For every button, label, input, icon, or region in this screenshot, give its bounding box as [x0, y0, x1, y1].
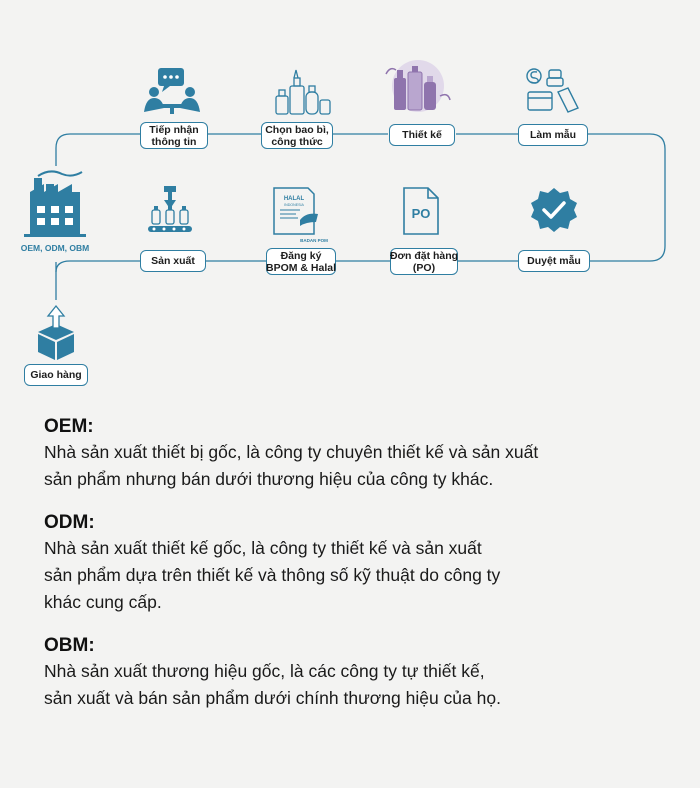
- halal-certificate-icon: [274, 188, 328, 243]
- bottles-outline-icon: [276, 70, 330, 114]
- step-tiep-nhan-thong-tin: [140, 122, 208, 149]
- definition-obm-body: [44, 658, 664, 712]
- badan-pom-text: BADAN POM: [300, 238, 328, 243]
- step-don-dat-hang-line1: Đơn đặt hàng: [389, 249, 459, 262]
- definition-odm-body: [44, 535, 664, 616]
- connector-left-top: [56, 134, 140, 166]
- step-giao-hang-label: Giao hàng: [30, 369, 82, 381]
- factory-label: OEM, ODM, OBM: [20, 243, 90, 253]
- po-icon-text: PO: [411, 206, 431, 221]
- step-duyet-mau-label: Duyệt mẫu: [527, 255, 581, 267]
- step-don-dat-hang: [390, 248, 458, 275]
- step-san-xuat: [140, 250, 206, 272]
- definition-oem-line: Nhà sản xuất thiết bị gốc, là công ty chuyên thiết kế và sản xuất: [44, 442, 539, 462]
- halal-line1-text: HALAL: [283, 196, 305, 202]
- approved-badge-icon: [531, 188, 577, 232]
- definition-odm-line: sản phẩm dựa trên thiết kế và thông số kỹ thuật do công ty: [44, 565, 501, 585]
- definition-oem-body: [44, 439, 664, 493]
- connector-right-loop: [588, 134, 665, 261]
- definition-obm-line: Nhà sản xuất thương hiệu gốc, là các công ty tự thiết kế,: [44, 661, 485, 681]
- definition-oem: [44, 415, 664, 493]
- step-giao-hang: [24, 364, 88, 386]
- step-don-dat-hang-line2: (PO): [412, 261, 436, 274]
- definition-odm: [44, 511, 664, 616]
- step-thiet-ke: [389, 124, 455, 146]
- cosmetics-design-icon: [386, 60, 450, 112]
- delivery-box-icon: [38, 306, 74, 360]
- definition-obm-line: sản xuất và bán sản phẩm dưới chính thương hiệu của họ.: [44, 688, 501, 708]
- sample-products-icon: [527, 69, 578, 112]
- definition-odm-line: Nhà sản xuất thiết kế gốc, là công ty thiết kế và sản xuất: [44, 538, 482, 558]
- definition-oem-line: sản phẩm nhưng bán dưới thương hiệu của công ty khác.: [44, 469, 494, 489]
- definition-oem-title: OEM:: [44, 416, 94, 437]
- halal-line2-text: INDONESIA: [284, 203, 304, 207]
- step-lam-mau-label: Làm mẫu: [529, 129, 577, 141]
- step-lam-mau: [518, 124, 588, 146]
- step-tiep-nhan-line1: Tiếp nhận: [149, 123, 199, 136]
- step-dang-ky-line2: BPOM & Halal: [266, 261, 337, 274]
- step-duyet-mau: [518, 250, 590, 272]
- production-line-icon: [148, 186, 192, 232]
- purchase-order-document-icon: [404, 188, 438, 234]
- meeting-icon: [144, 68, 200, 114]
- step-chon-bao-bi-line1: Chọn bao bì,: [265, 123, 329, 136]
- definition-obm: [44, 634, 664, 712]
- definition-odm-line: khác cung cấp.: [44, 592, 162, 612]
- step-dang-ky-line1: Đăng ký: [280, 249, 322, 262]
- step-tiep-nhan-line2: thông tin: [151, 135, 197, 148]
- factory-icon: [24, 171, 86, 237]
- step-chon-bao-bi: [261, 122, 333, 149]
- definition-odm-title: ODM:: [44, 512, 95, 533]
- step-san-xuat-label: Sản xuất: [151, 255, 195, 267]
- step-dang-ky-bpom-halal: [266, 248, 336, 275]
- step-chon-bao-bi-line2: công thức: [271, 135, 323, 148]
- definition-obm-title: OBM:: [44, 635, 95, 656]
- definitions-section: [44, 415, 664, 730]
- step-thiet-ke-label: Thiết kế: [402, 129, 442, 141]
- connector-left-bottom: [56, 261, 140, 272]
